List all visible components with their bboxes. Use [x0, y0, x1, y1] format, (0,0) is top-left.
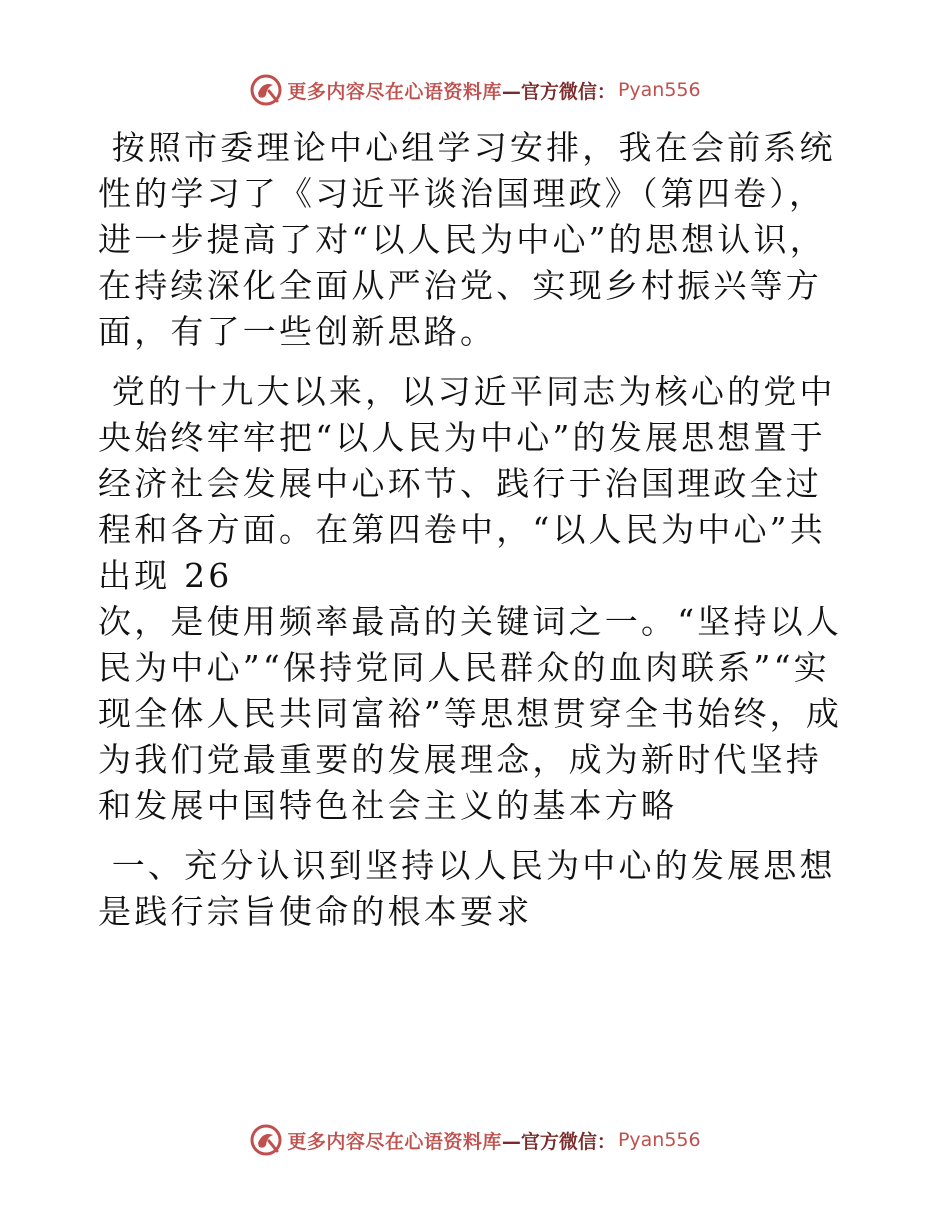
document-body — [98, 125, 858, 949]
header-banner — [0, 70, 950, 110]
seal-swirl-icon — [249, 73, 283, 107]
banner-wechat-id: Pyan556 — [617, 1129, 701, 1151]
banner-wechat-label: —官方微信： — [501, 80, 616, 103]
banner-site-text: 更多内容尽在心语资料库 — [287, 80, 502, 103]
banner-site-text: 更多内容尽在心语资料库 — [287, 1130, 502, 1153]
banner-wechat-label: —官方微信： — [501, 1130, 616, 1153]
section-heading-1: 一、充分认识到坚持以人民为中心的发展思想是践行宗旨使命的根本要求 — [98, 846, 836, 931]
paragraph-1: 按照市委理论中心组学习安排，我在会前系统性的学习了《习近平谈治国理政》（第四卷），进一步提高了对“以人民为中心”的思想认识，在持续深化全面从严治党、实现乡村振兴等方面，有了一些创新思路。 — [98, 128, 836, 351]
banner-wechat-id: Pyan556 — [617, 79, 701, 101]
footer-banner — [0, 1120, 950, 1160]
seal-swirl-icon — [249, 1123, 283, 1157]
paragraph-2: 党的十九大以来，以习近平同志为核心的党中央始终牢牢把“以人民为中心”的发展思想置于经济社会发展中心环节、践行于治国理政全过程和各方面。在第四卷中，“以人民为中心”共出现 26 次，是使用频率最高的关键词之一。“坚持以人民为中心”“保持党同人民群众的血肉联系”“实现全体人民共同富裕”等思想贯穿全书始终，成为我们党最重要的发展理念，成为新时代坚持和发展中国特色社会主义的基本方略 — [98, 372, 843, 825]
